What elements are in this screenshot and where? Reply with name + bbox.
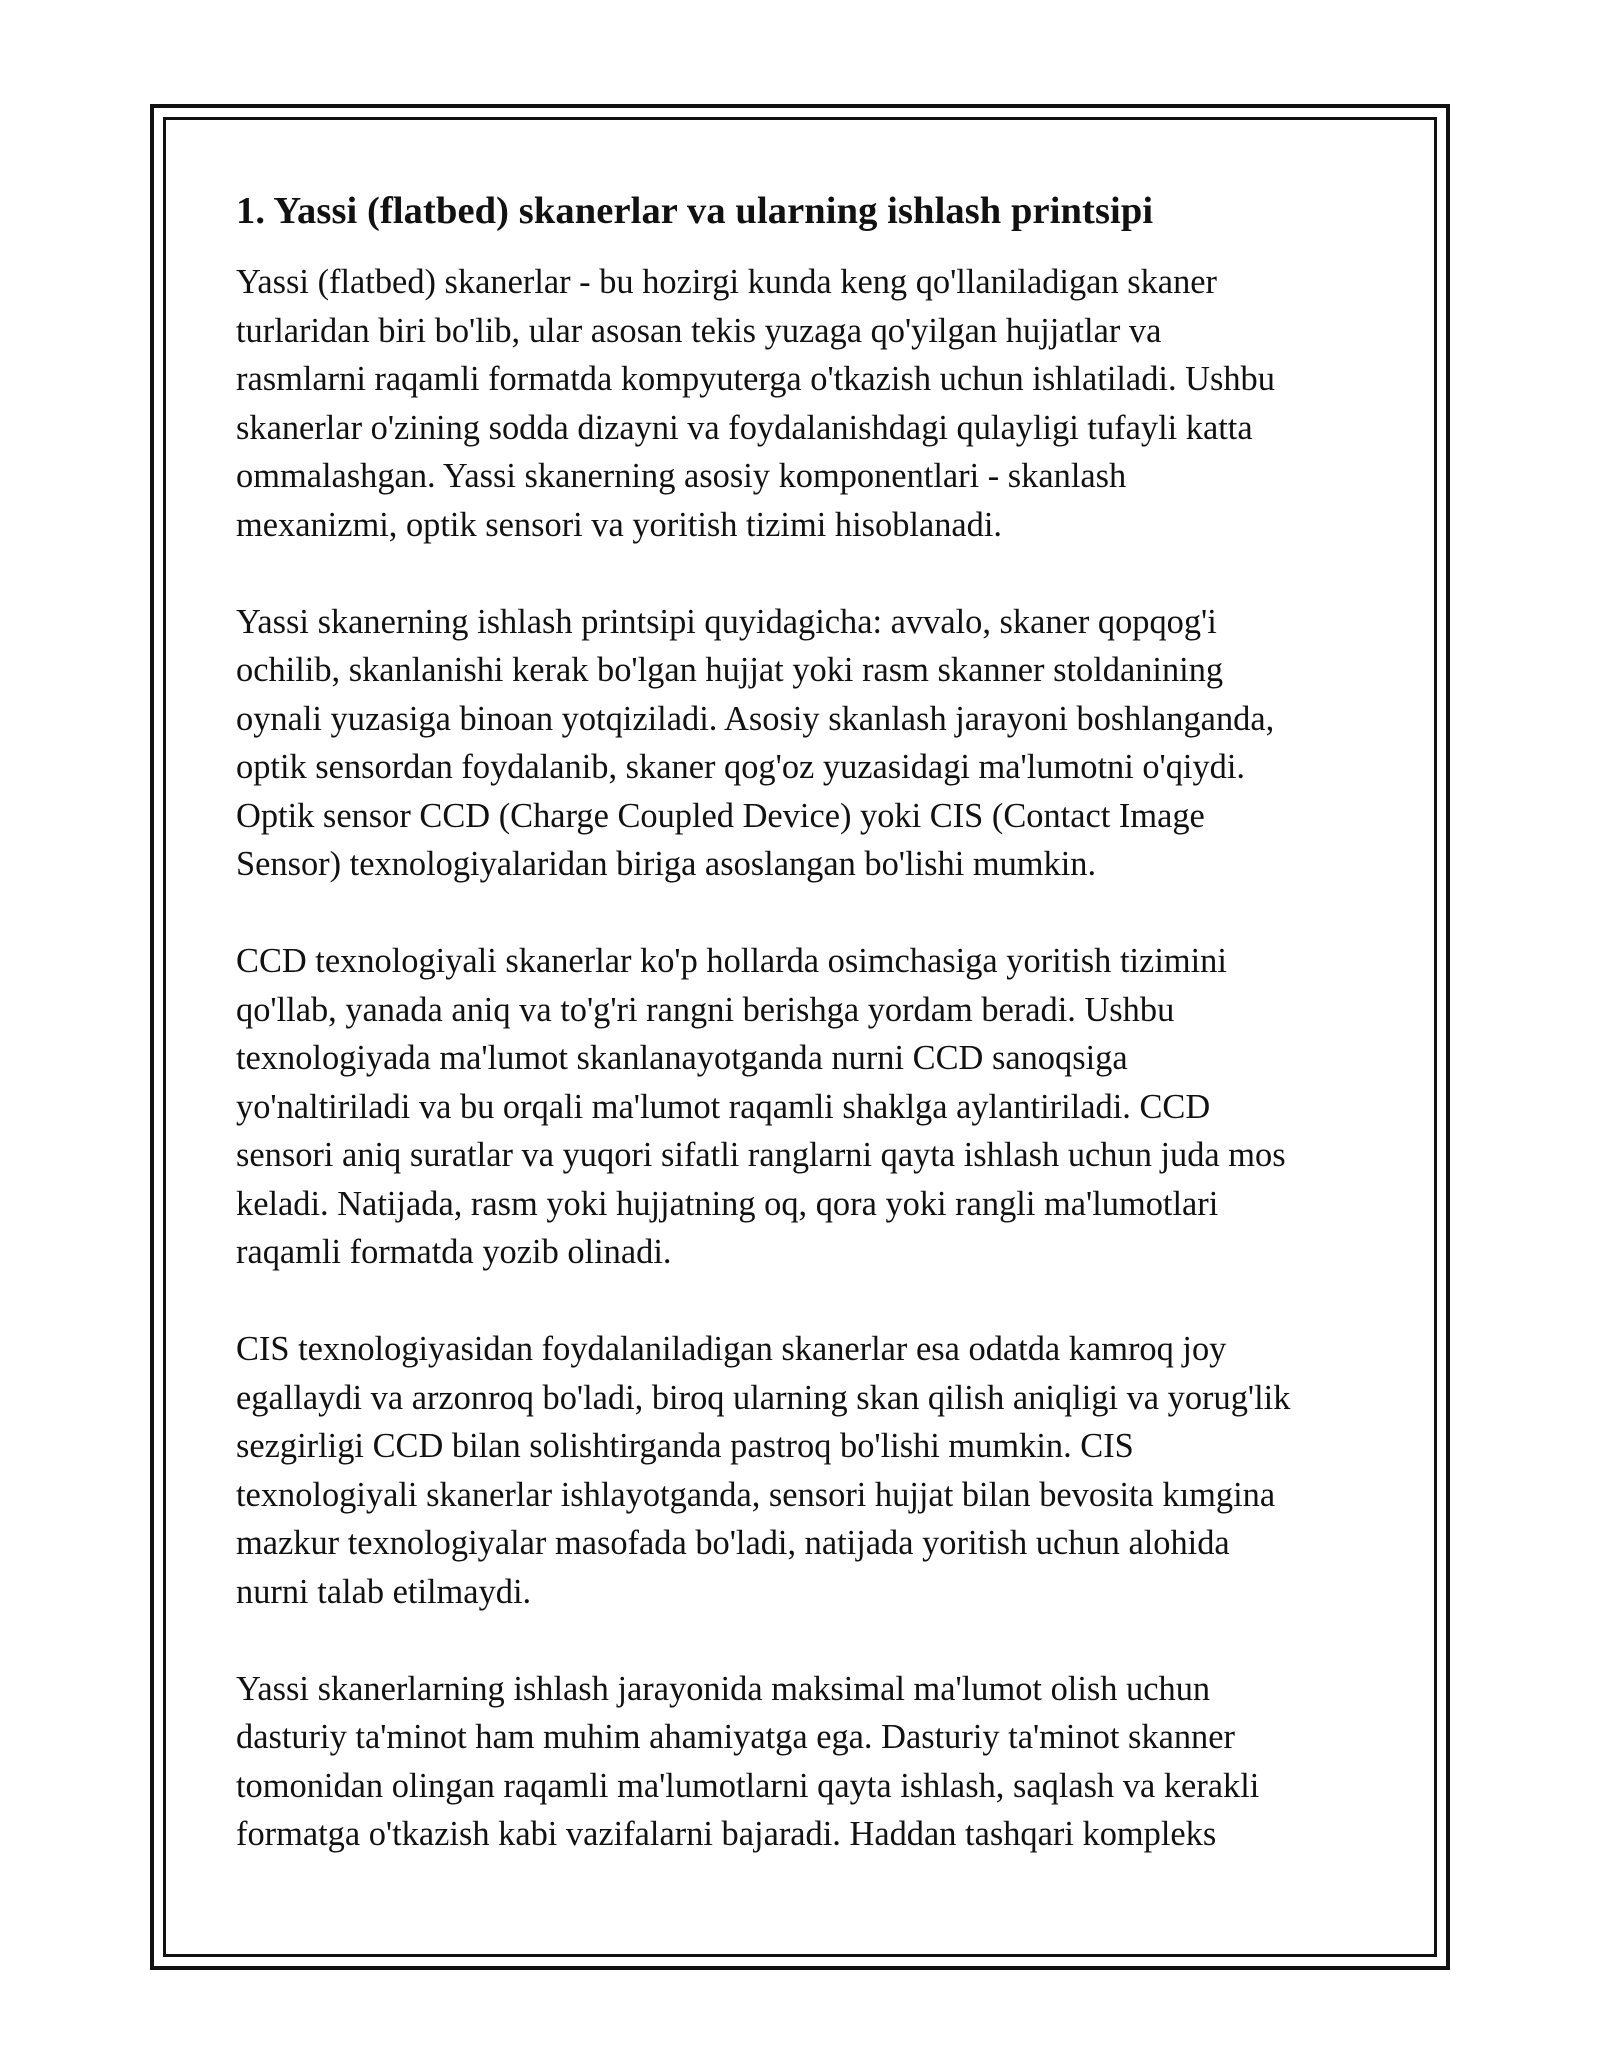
paragraph-intro: Yassi (flatbed) skanerlar - bu hozirgi kunda keng qo'llaniladigan skaner turlaridan biri bo'lib, ular asosan tekis yuzaga qo'yilgan hujjatlar va rasmlarni raqamli formatda kompyuterga o'tkazish uchun ishlatiladi. Ushbu skanerlar o'zining sodda dizayni va foydalanishdagi qulayligi tufayli katta ommalashgan. Yassi skanerning asosiy komponentlari - skanlash mexanizmi, optik sensori va yoritish tizimi hisoblanadi. [236,263,1275,544]
document-body [236,186,1372,1859]
paragraph-working-principle: Yassi skanerning ishlash printsipi quyidagicha: avvalo, skaner qopqog'i ochilib, skanlanishi kerak bo'lgan hujjat yoki rasm skanner stoldanining oynali yuzasiga binoan yotqiziladi. Asosiy skanlash jarayoni boshlanganda, optik sensordan foydalanib, skaner qog'oz yuzasidagi ma'lumotni o'qiydi. Optik sensor CCD (Charge Coupled Device) yoki CIS (Contact Image Sensor) texnologiyalaridan biriga asoslangan bo'lishi mumkin. [236,602,1275,883]
section-heading: 1. Yassi (flatbed) skanerlar va ularning ishlash printsipi [236,190,1154,232]
paragraph-software: Yassi skanerlarning ishlash jarayonida maksimal ma'lumot olish uchun dasturiy ta'minot ham muhim ahamiyatga ega. Dasturiy ta'minot skanner tomonidan olingan raqamli ma'lumotlarni qayta ishlash, saqlash va kerakli formatga o'tkazish kabi vazifalarni bajaradi. Haddan tashqari kompleks [236,1669,1260,1853]
paragraph-ccd: CCD texnologiyali skanerlar ko'p hollarda osimchasiga yoritish tizimini qo'llab, yanada aniq va to'g'ri rangni berishga yordam beradi. Ushbu texnologiyada ma'lumot skanlanayotganda nurni CCD sanoqsiga yo'naltiriladi va bu orqali ma'lumot raqamli shaklga aylantiriladi. CCD sensori aniq suratlar va yuqori sifatli ranglarni qayta ishlash uchun juda mos keladi. Natijada, rasm yoki hujjatning oq, qora yoki rangli ma'lumotlari raqamli formatda yozib olinadi. [236,942,1286,1271]
paragraph-cis: CIS texnologiyasidan foydalaniladigan skanerlar esa odatda kamroq joy egallaydi va arzonroq bo'ladi, biroq ularning skan qilish aniqligi va yorug'lik sezgirligi CCD bilan solishtirganda pastroq bo'lishi mumkin. CIS texnologiyali skanerlar ishlayotganda, sensori hujjat bilan bevosita kımgina mazkur texnologiyalar masofada bo'ladi, natijada yoritish uchun alohida nurni talab etilmaydi. [236,1330,1291,1611]
